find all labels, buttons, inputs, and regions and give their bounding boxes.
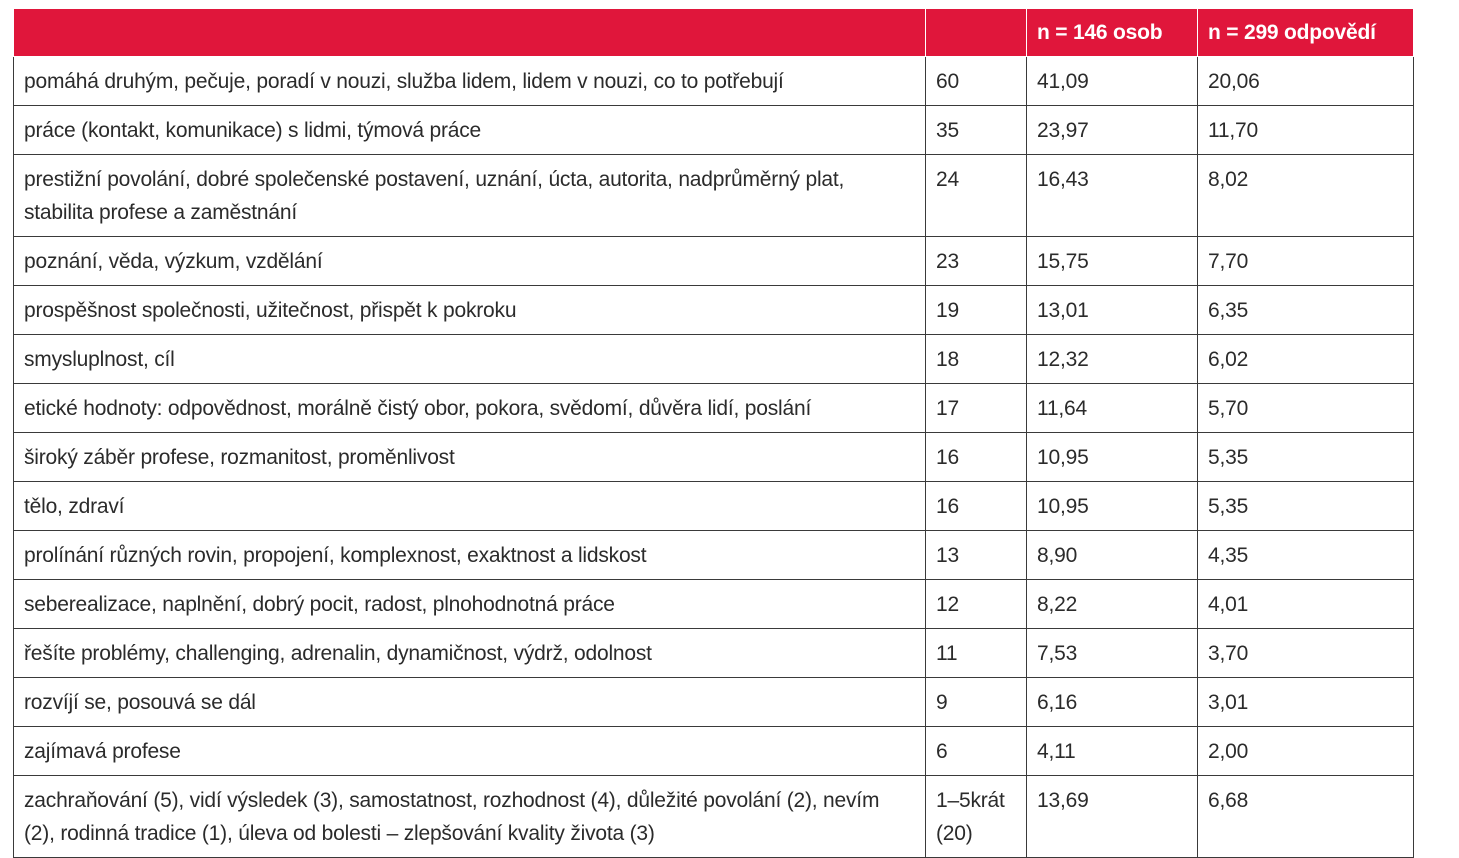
row-percent-persons: 8,90 <box>1027 531 1198 580</box>
table-header-row <box>14 9 1414 57</box>
row-label: tělo, zdraví <box>14 482 926 531</box>
row-percent-answers: 5,35 <box>1198 482 1414 531</box>
row-percent-answers: 4,35 <box>1198 531 1414 580</box>
header-category <box>14 9 926 57</box>
row-percent-answers: 6,02 <box>1198 335 1414 384</box>
row-percent-answers: 3,01 <box>1198 678 1414 727</box>
row-label: pomáhá druhým, pečuje, poradí v nouzi, služba lidem, lidem v nouzi, co to potřebují <box>14 57 926 106</box>
row-label: zachraňování (5), vidí výsledek (3), samostatnost, rozhodnost (4), důležité povolání (2), nevím (2), rodinná tradice (1), úleva od bolesti – zlepšování kvality života (3) <box>14 776 926 858</box>
row-label: seberealizace, naplnění, dobrý pocit, radost, plnohodnotná práce <box>14 580 926 629</box>
row-label: prospěšnost společnosti, užitečnost, přispět k pokroku <box>14 286 926 335</box>
row-count: 24 <box>926 155 1027 237</box>
table-row <box>14 727 1414 776</box>
row-percent-persons: 10,95 <box>1027 433 1198 482</box>
table-row <box>14 335 1414 384</box>
row-percent-persons: 13,01 <box>1027 286 1198 335</box>
table-row <box>14 384 1414 433</box>
row-percent-answers: 6,68 <box>1198 776 1414 858</box>
row-count: 60 <box>926 57 1027 106</box>
row-label: poznání, věda, výzkum, vzdělání <box>14 237 926 286</box>
row-percent-persons: 7,53 <box>1027 629 1198 678</box>
row-count: 9 <box>926 678 1027 727</box>
row-percent-persons: 6,16 <box>1027 678 1198 727</box>
table-row <box>14 155 1414 237</box>
header-count <box>926 9 1027 57</box>
row-percent-persons: 16,43 <box>1027 155 1198 237</box>
row-percent-answers: 5,70 <box>1198 384 1414 433</box>
row-percent-persons: 15,75 <box>1027 237 1198 286</box>
row-percent-persons: 13,69 <box>1027 776 1198 858</box>
row-count: 13 <box>926 531 1027 580</box>
row-count: 23 <box>926 237 1027 286</box>
row-percent-persons: 8,22 <box>1027 580 1198 629</box>
table-row <box>14 629 1414 678</box>
row-percent-answers: 20,06 <box>1198 57 1414 106</box>
header-percent-answers: n = 299 odpovědí <box>1198 9 1414 57</box>
row-label: zajímavá profese <box>14 727 926 776</box>
row-percent-answers: 8,02 <box>1198 155 1414 237</box>
row-count: 18 <box>926 335 1027 384</box>
row-label: prolínání různých rovin, propojení, komplexnost, exaktnost a lidskost <box>14 531 926 580</box>
row-label: etické hodnoty: odpovědnost, morálně čistý obor, pokora, svědomí, důvěra lidí, poslání <box>14 384 926 433</box>
results-table <box>13 8 1414 858</box>
row-label: řešíte problémy, challenging, adrenalin, dynamičnost, výdrž, odolnost <box>14 629 926 678</box>
row-percent-persons: 4,11 <box>1027 727 1198 776</box>
table-row <box>14 237 1414 286</box>
row-label: rozvíjí se, posouvá se dál <box>14 678 926 727</box>
row-percent-persons: 23,97 <box>1027 106 1198 155</box>
table-row <box>14 531 1414 580</box>
table-row <box>14 106 1414 155</box>
row-count: 16 <box>926 433 1027 482</box>
row-count: 16 <box>926 482 1027 531</box>
row-count: 12 <box>926 580 1027 629</box>
row-label: práce (kontakt, komunikace) s lidmi, týmová práce <box>14 106 926 155</box>
row-percent-answers: 7,70 <box>1198 237 1414 286</box>
row-count: 19 <box>926 286 1027 335</box>
row-percent-persons: 10,95 <box>1027 482 1198 531</box>
row-percent-answers: 4,01 <box>1198 580 1414 629</box>
row-count: 35 <box>926 106 1027 155</box>
row-percent-persons: 41,09 <box>1027 57 1198 106</box>
table-row <box>14 678 1414 727</box>
table-row <box>14 286 1414 335</box>
row-percent-persons: 12,32 <box>1027 335 1198 384</box>
table-row <box>14 482 1414 531</box>
table-row <box>14 57 1414 106</box>
table-row <box>14 580 1414 629</box>
row-count: 11 <box>926 629 1027 678</box>
table-row <box>14 776 1414 858</box>
row-percent-answers: 5,35 <box>1198 433 1414 482</box>
row-percent-answers: 2,00 <box>1198 727 1414 776</box>
row-label: široký záběr profese, rozmanitost, proměnlivost <box>14 433 926 482</box>
header-percent-persons: n = 146 osob <box>1027 9 1198 57</box>
row-label: prestižní povolání, dobré společenské postavení, uznání, úcta, autorita, nadprůměrný plat, stabilita profese a zaměstnání <box>14 155 926 237</box>
row-count: 17 <box>926 384 1027 433</box>
row-count: 1–5krát (20) <box>926 776 1027 858</box>
row-percent-persons: 11,64 <box>1027 384 1198 433</box>
table-row <box>14 433 1414 482</box>
row-count: 6 <box>926 727 1027 776</box>
row-percent-answers: 6,35 <box>1198 286 1414 335</box>
row-percent-answers: 3,70 <box>1198 629 1414 678</box>
row-percent-answers: 11,70 <box>1198 106 1414 155</box>
row-label: smysluplnost, cíl <box>14 335 926 384</box>
